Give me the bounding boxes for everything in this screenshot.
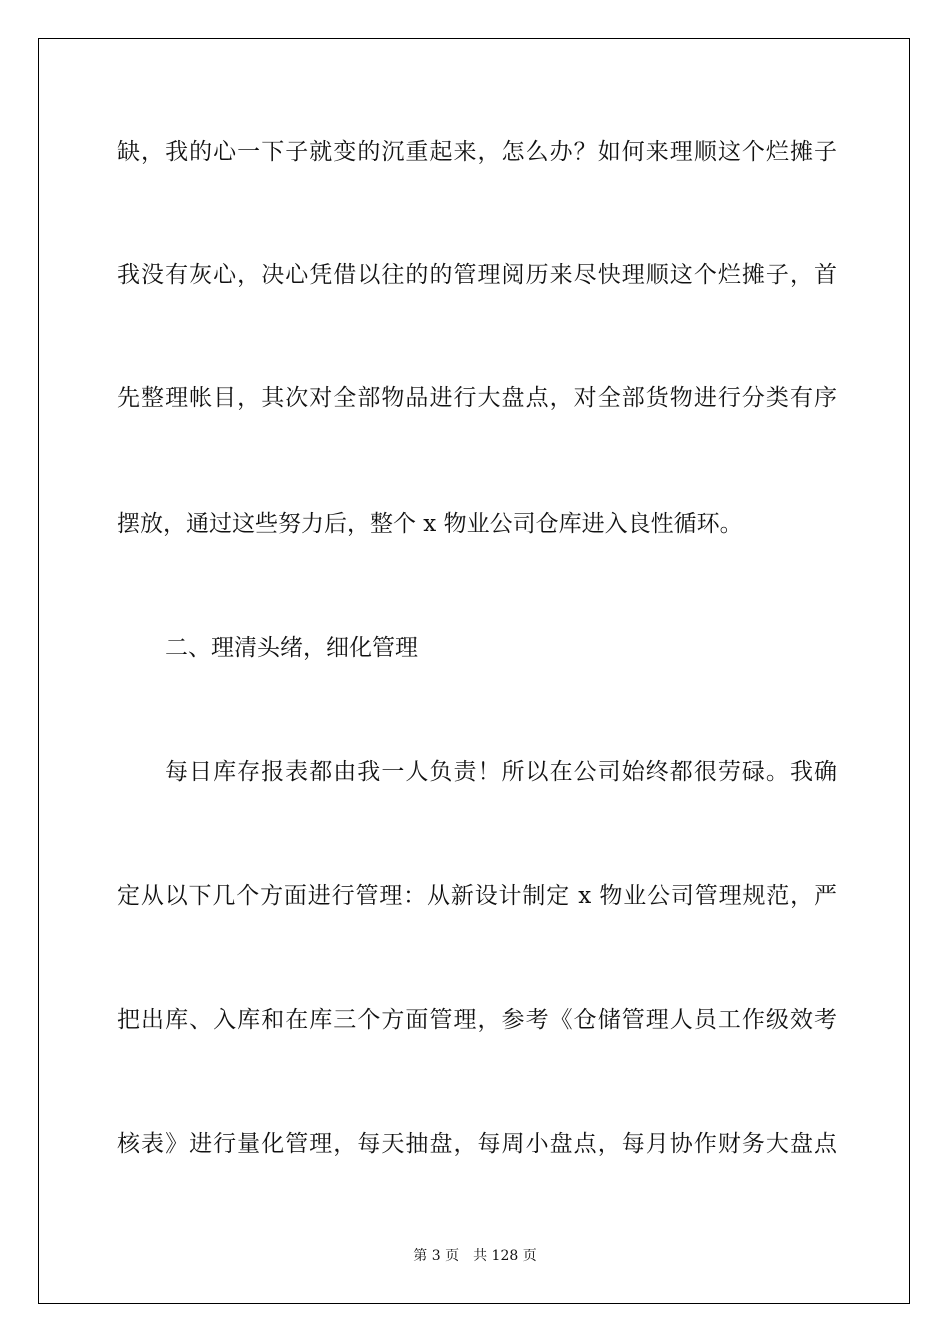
body-text-line: 我没有灰心，决心凭借以往的的管理阅历来尽快理顺这个烂摊子，首 [117,262,837,288]
body-text-line: 先整理帐目，其次对全部物品进行大盘点，对全部货物进行分类有序 [117,385,837,411]
body-text-line: 每日库存报表都由我一人负责！所以在公司始终都很劳碌。我确 [165,759,837,785]
page-number: 第 3 页 [413,1248,460,1264]
section-heading: 二、理清头绪，细化管理 [165,635,418,661]
body-text-line: 核表》进行量化管理，每天抽盘，每周小盘点，每月协作财务大盘点 [117,1131,837,1157]
body-text-line: 定从以下几个方面进行管理：从新设计制定 x 物业公司管理规范，严 [117,883,837,909]
body-text-line: 缺，我的心一下子就变的沉重起来，怎么办？如何来理顺这个烂摊子 [117,139,837,165]
body-text-line: 摆放，通过这些努力后，整个 x 物业公司仓库进入良性循环。 [117,511,743,537]
body-text-line: 把出库、入库和在库三个方面管理，参考《仓储管理人员工作级效考 [117,1007,837,1033]
page-total: 共 128 页 [473,1248,537,1264]
page-footer [0,1247,950,1265]
page-border [38,38,910,1304]
